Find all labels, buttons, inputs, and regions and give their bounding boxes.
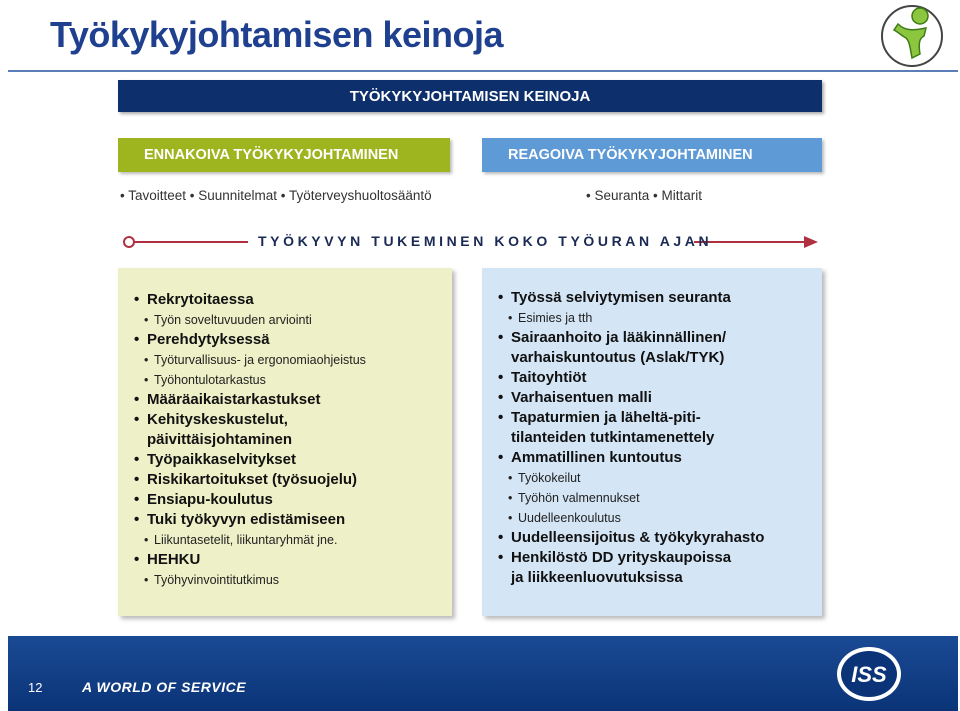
list-item: • Työpaikkaselvitykset	[134, 451, 296, 468]
proactive-heading: ENNAKOIVA TYÖKYKYJOHTAMINEN	[118, 138, 450, 172]
list-subitem: • Esimies ja tth	[508, 311, 593, 325]
reactive-panel	[482, 268, 822, 616]
list-item-text: Tapaturmien ja läheltä-piti-	[511, 409, 701, 426]
list-item: • Perehdytyksessä	[134, 331, 270, 348]
list-subitem: • Työkokeilut	[508, 471, 581, 485]
list-item: • Työssä selviytymisen seuranta	[498, 289, 731, 306]
list-item-text: Taitoyhtiöt	[511, 369, 587, 386]
list-item: • Uudelleensijoitus & työkykyrahasto	[498, 529, 765, 546]
list-item-continuation	[498, 428, 812, 448]
footer-bar	[8, 636, 958, 711]
list-item-text: Ammatillinen kuntoutus	[511, 449, 682, 466]
list-item-text: HEHKU	[147, 551, 201, 568]
list-item-text: Varhaisentuen malli	[511, 389, 652, 406]
list-item-text: Riskikartoitukset (työsuojelu)	[147, 471, 358, 488]
list-subitem: • Uudelleenkoulutus	[508, 511, 621, 525]
list-item-text: tilanteiden tutkintamenettely	[511, 429, 715, 446]
list-item-text: Työhyvinvointitutkimus	[154, 573, 280, 587]
list-item-text: varhaiskuntoutus (Aslak/TYK)	[511, 349, 725, 366]
list-item-text: Kehityskeskustelut,	[147, 411, 288, 428]
list-item-text: Työpaikkaselvitykset	[147, 451, 296, 468]
list-item-text: Työn soveltuvuuden arviointi	[154, 313, 312, 327]
list-item-text: Tuki työkyvyn edistämiseen	[147, 511, 346, 528]
reactive-subline: • Seuranta • Mittarit	[586, 188, 702, 203]
list-item-text: Perehdytyksessä	[147, 331, 270, 348]
footer-tagline: A WORLD OF SERVICE	[82, 679, 247, 695]
list-item-text: Työhön valmennukset	[518, 491, 640, 505]
list-item: • Tuki työkyvyn edistämiseen	[134, 511, 346, 528]
proactive-subline: • Tavoitteet • Suunnitelmat • Työterveyshuoltosääntö	[120, 188, 432, 203]
list-item-text: Työkokeilut	[518, 471, 581, 485]
timeline-arrow	[120, 230, 820, 254]
list-item-text: Henkilöstö DD yrityskaupoissa	[511, 549, 732, 566]
list-item-text: Uudelleenkoulutus	[518, 511, 621, 525]
list-item: • Riskikartoitukset (työsuojelu)	[134, 471, 358, 488]
list-item: • Taitoyhtiöt	[498, 369, 587, 386]
list-item: • Rekrytoitaessa	[134, 291, 254, 308]
list-item-continuation	[498, 348, 812, 368]
list-subitem: • Työn soveltuvuuden arviointi	[144, 313, 312, 327]
iss-logo-text: ISS	[851, 662, 887, 687]
list-item: • HEHKU	[134, 551, 201, 568]
list-item: • Varhaisentuen malli	[498, 389, 652, 406]
diagram-header: TYÖKYKYJOHTAMISEN KEINOJA	[118, 80, 822, 112]
list-item-text: Esimies ja tth	[518, 311, 593, 325]
list-item-text: Työturvallisuus- ja ergonomiaohjeistus	[154, 353, 366, 367]
proactive-panel	[118, 268, 452, 616]
title-divider	[8, 70, 958, 72]
list-item-text: Työhontulotarkastus	[154, 373, 266, 387]
list-item-text: Sairaanhoito ja lääkinnällinen/	[511, 329, 727, 346]
list-subitem: • Työhontulotarkastus	[144, 373, 266, 387]
page-title: Työkykyjohtamisen keinoja	[50, 14, 504, 55]
list-subitem: • Työhön valmennukset	[508, 491, 640, 505]
iss-logo-icon	[834, 644, 904, 704]
list-subitem: • Työhyvinvointitutkimus	[144, 573, 280, 587]
green-figure-logo-icon	[876, 2, 946, 68]
list-item-text: Liikuntasetelit, liikuntaryhmät jne.	[154, 533, 338, 547]
list-item-text: Määräaikaistarkastukset	[147, 391, 321, 408]
list-item: • Ensiapu-koulutus	[134, 491, 273, 508]
list-item-text: Rekrytoitaessa	[147, 291, 254, 308]
list-item-text: Ensiapu-koulutus	[147, 491, 273, 508]
list-item-continuation	[498, 568, 812, 588]
list-subitem: • Liikuntasetelit, liikuntaryhmät jne.	[144, 533, 338, 547]
list-item: • Tapaturmien ja läheltä-piti-	[498, 409, 701, 426]
list-item: • Kehityskeskustelut,	[134, 411, 288, 428]
list-item: • Sairaanhoito ja lääkinnällinen/	[498, 329, 727, 346]
timeline-label: TYÖKYVYN TUKEMINEN KOKO TYÖURAN AJAN	[258, 233, 713, 249]
list-item-text: päivittäisjohtaminen	[147, 431, 293, 448]
list-item: • Ammatillinen kuntoutus	[498, 449, 682, 466]
reactive-heading: REAGOIVA TYÖKYKYJOHTAMINEN	[482, 138, 822, 172]
list-subitem: • Työturvallisuus- ja ergonomiaohjeistus	[144, 353, 366, 367]
list-item-text: ja liikkeenluovutuksissa	[511, 569, 683, 586]
page-number: 12	[28, 680, 43, 695]
list-item-text: Uudelleensijoitus & työkykyrahasto	[511, 529, 765, 546]
list-item: • Määräaikaistarkastukset	[134, 391, 321, 408]
list-item-continuation	[134, 430, 442, 450]
list-item: • Henkilöstö DD yrityskaupoissa	[498, 549, 732, 566]
list-item-text: Työssä selviytymisen seuranta	[511, 289, 731, 306]
